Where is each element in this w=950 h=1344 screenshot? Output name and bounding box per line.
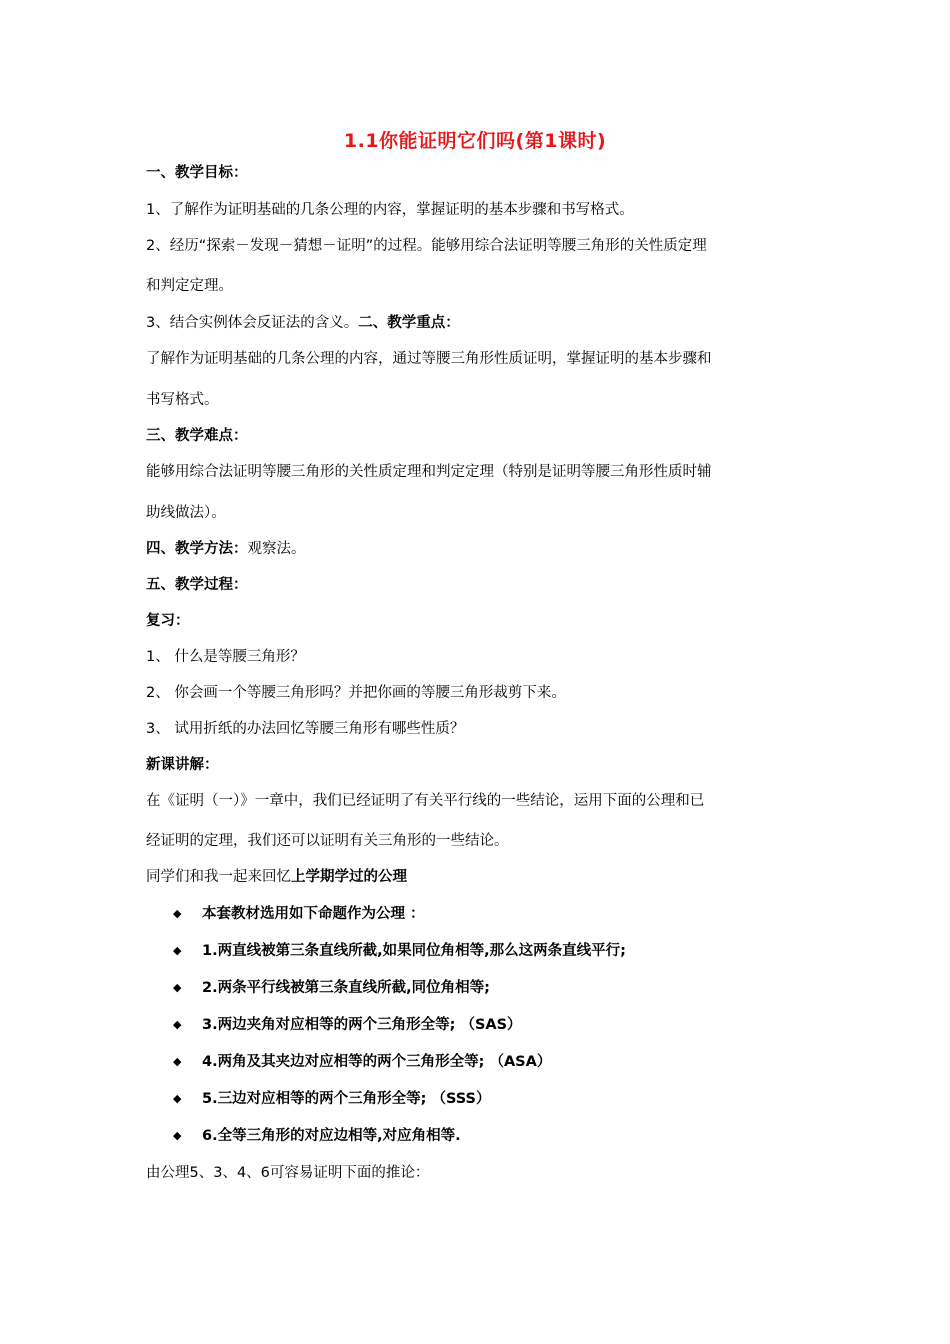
axiom-3: 3.两边夹角对应相等的两个三角形全等; （SAS） (202, 1017, 522, 1033)
process-heading: 五、教学过程： (146, 577, 248, 593)
goal-item-3-row (146, 313, 460, 333)
bullet-icon: ◆ (173, 907, 182, 920)
new-lesson-heading: 新课讲解： (146, 757, 219, 773)
recall-text: 同学们和我一起来回忆 (146, 869, 291, 885)
difficult-line-1: 能够用综合法证明等腰三角形的关性质定理和判定定理（特别是证明等腰三角形性质时辅 (146, 464, 712, 480)
difficult-line-2: 助线做法）。 (146, 505, 226, 521)
bullet-icon: ◆ (173, 1129, 182, 1142)
axiom-4: 4.两角及其夹边对应相等的两个三角形全等; （ASA） (202, 1054, 552, 1070)
bullet-icon: ◆ (173, 1018, 182, 1031)
key-points-line-1: 了解作为证明基础的几条公理的内容，通过等腰三角形性质证明，掌握证明的基本步骤和 (146, 351, 712, 367)
new-lesson-line-1: 在《证明（一）》一章中，我们已经证明了有关平行线的一些结论，运用下面的公理和已 (146, 793, 705, 809)
recall-row (146, 867, 407, 887)
goals-heading: 一、教学目标： (146, 165, 248, 181)
method-row (146, 539, 306, 559)
difficult-heading: 三、教学难点： (146, 428, 248, 444)
recall-bold: 上学期学过的公理 (291, 869, 407, 885)
conclusion-text: 由公理5、3、4、6可容易证明下面的推论： (146, 1165, 430, 1181)
method-heading: 四、教学方法： (146, 541, 248, 557)
axiom-5: 5.三边对应相等的两个三角形全等; （SSS） (202, 1091, 491, 1107)
key-heading: 二、教学重点： (358, 315, 460, 331)
bullet-icon: ◆ (173, 981, 182, 994)
goal-item-3: 3、结合实例体会反证法的含义。 (146, 315, 359, 331)
goal-item-2: 2、经历“探索－发现－猜想－证明”的过程。能够用综合法证明等腰三角形的关性质定理 (146, 238, 707, 254)
review-heading: 复习： (146, 613, 190, 629)
axiom-2: 2.两条平行线被第三条直线所截,同位角相等; (202, 980, 490, 996)
axiom-1: 1.两直线被第三条直线所截,如果同位角相等,那么这两条直线平行; (202, 943, 626, 959)
bullet-icon: ◆ (173, 1055, 182, 1068)
axiom-6: 6.全等三角形的对应边相等,对应角相等. (202, 1128, 461, 1144)
bullet-icon: ◆ (173, 944, 182, 957)
goal-item-1: 1、了解作为证明基础的几条公理的内容，掌握证明的基本步骤和书写格式。 (146, 202, 634, 218)
key-points-line-2: 书写格式。 (146, 392, 219, 408)
new-lesson-line-2: 经证明的定理，我们还可以证明有关三角形的一些结论。 (146, 833, 509, 849)
bullet-icon: ◆ (173, 1092, 182, 1105)
document-title: 1.1你能证明它们吗(第1课时) (343, 130, 607, 152)
review-item-2: 2、 你会画一个等腰三角形吗？并把你画的等腰三角形裁剪下来。 (146, 685, 566, 701)
method-text: 观察法。 (247, 541, 306, 557)
review-item-1: 1、 什么是等腰三角形？ (146, 649, 305, 665)
goal-item-2-cont: 和判定定理。 (146, 278, 233, 294)
review-item-3: 3、 试用折纸的办法回忆等腰三角形有哪些性质？ (146, 721, 465, 737)
axiom-intro: 本套教材选用如下命题作为公理 ： (202, 906, 425, 922)
